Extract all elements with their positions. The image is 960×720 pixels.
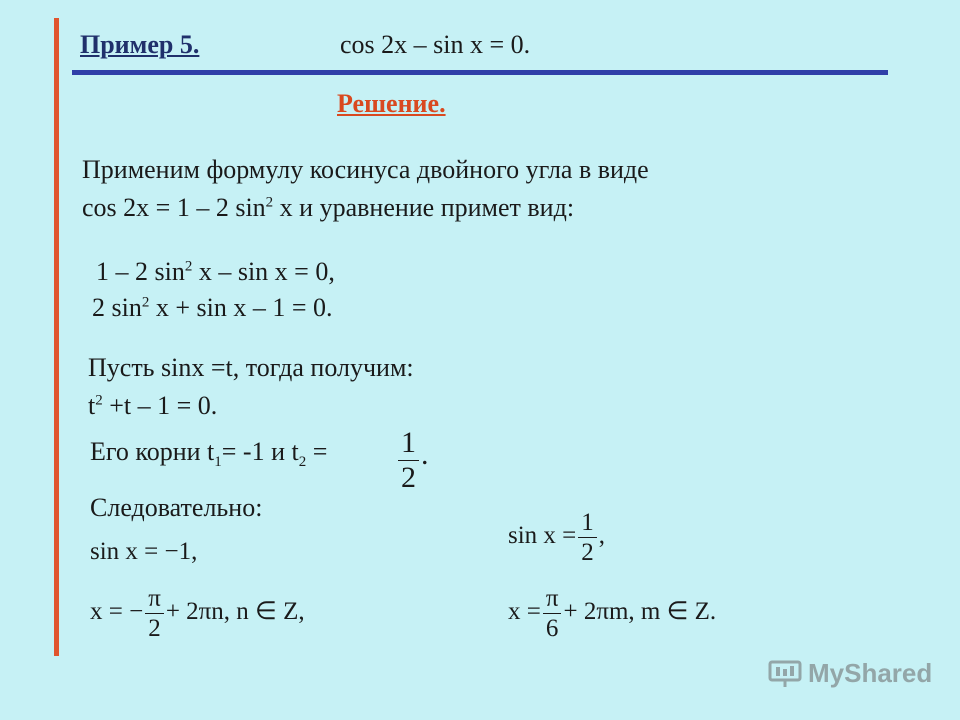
myshared-logo <box>768 658 932 689</box>
example-title: Пример 5. <box>80 30 200 59</box>
paragraph-line-1: Применим формулу косинуса двойного угла в виде <box>82 155 649 184</box>
presentation-icon <box>768 659 802 689</box>
example-equation: cos 2x – sin x = 0. <box>340 30 531 59</box>
root-fraction: $\frac{1}{2}$ . <box>396 428 429 493</box>
case2-equation: sin x = $\frac{1}{2}$ , <box>508 509 606 566</box>
case1-equation: sin x = −1, <box>90 538 198 565</box>
consequently-label: Следовательно: <box>90 493 263 522</box>
roots-line: Его корни $t_1= -1$ и $t_2$ = <box>90 437 328 471</box>
logo-text: MyShared <box>808 658 933 688</box>
case1-solution: x = − $\frac{\pi}{2}$ + 2πn, n ∈ Z, <box>90 585 305 642</box>
solution-label: Решение. <box>337 89 446 118</box>
substitution-line: Пусть sinx =t, тогда получим: <box>88 353 414 382</box>
case2-solution: x = $\frac{\pi}{6}$ + 2πm, m ∈ Z. <box>508 585 717 642</box>
equation-line-2: 2 $\sin^2 x + \sin x - 1 = 0$. <box>92 293 333 322</box>
equation-line-1: 1 – 2 $\sin^2 x - \sin x = 0$, <box>96 257 335 286</box>
quadratic-equation: $t^2 +t - 1 = 0$. <box>88 391 218 420</box>
paragraph-line-2: cos 2x = 1 – 2 $\sin^2 x$ и уравнение примет вид: <box>82 193 575 222</box>
left-accent-line <box>54 18 59 656</box>
header-divider <box>72 70 888 75</box>
